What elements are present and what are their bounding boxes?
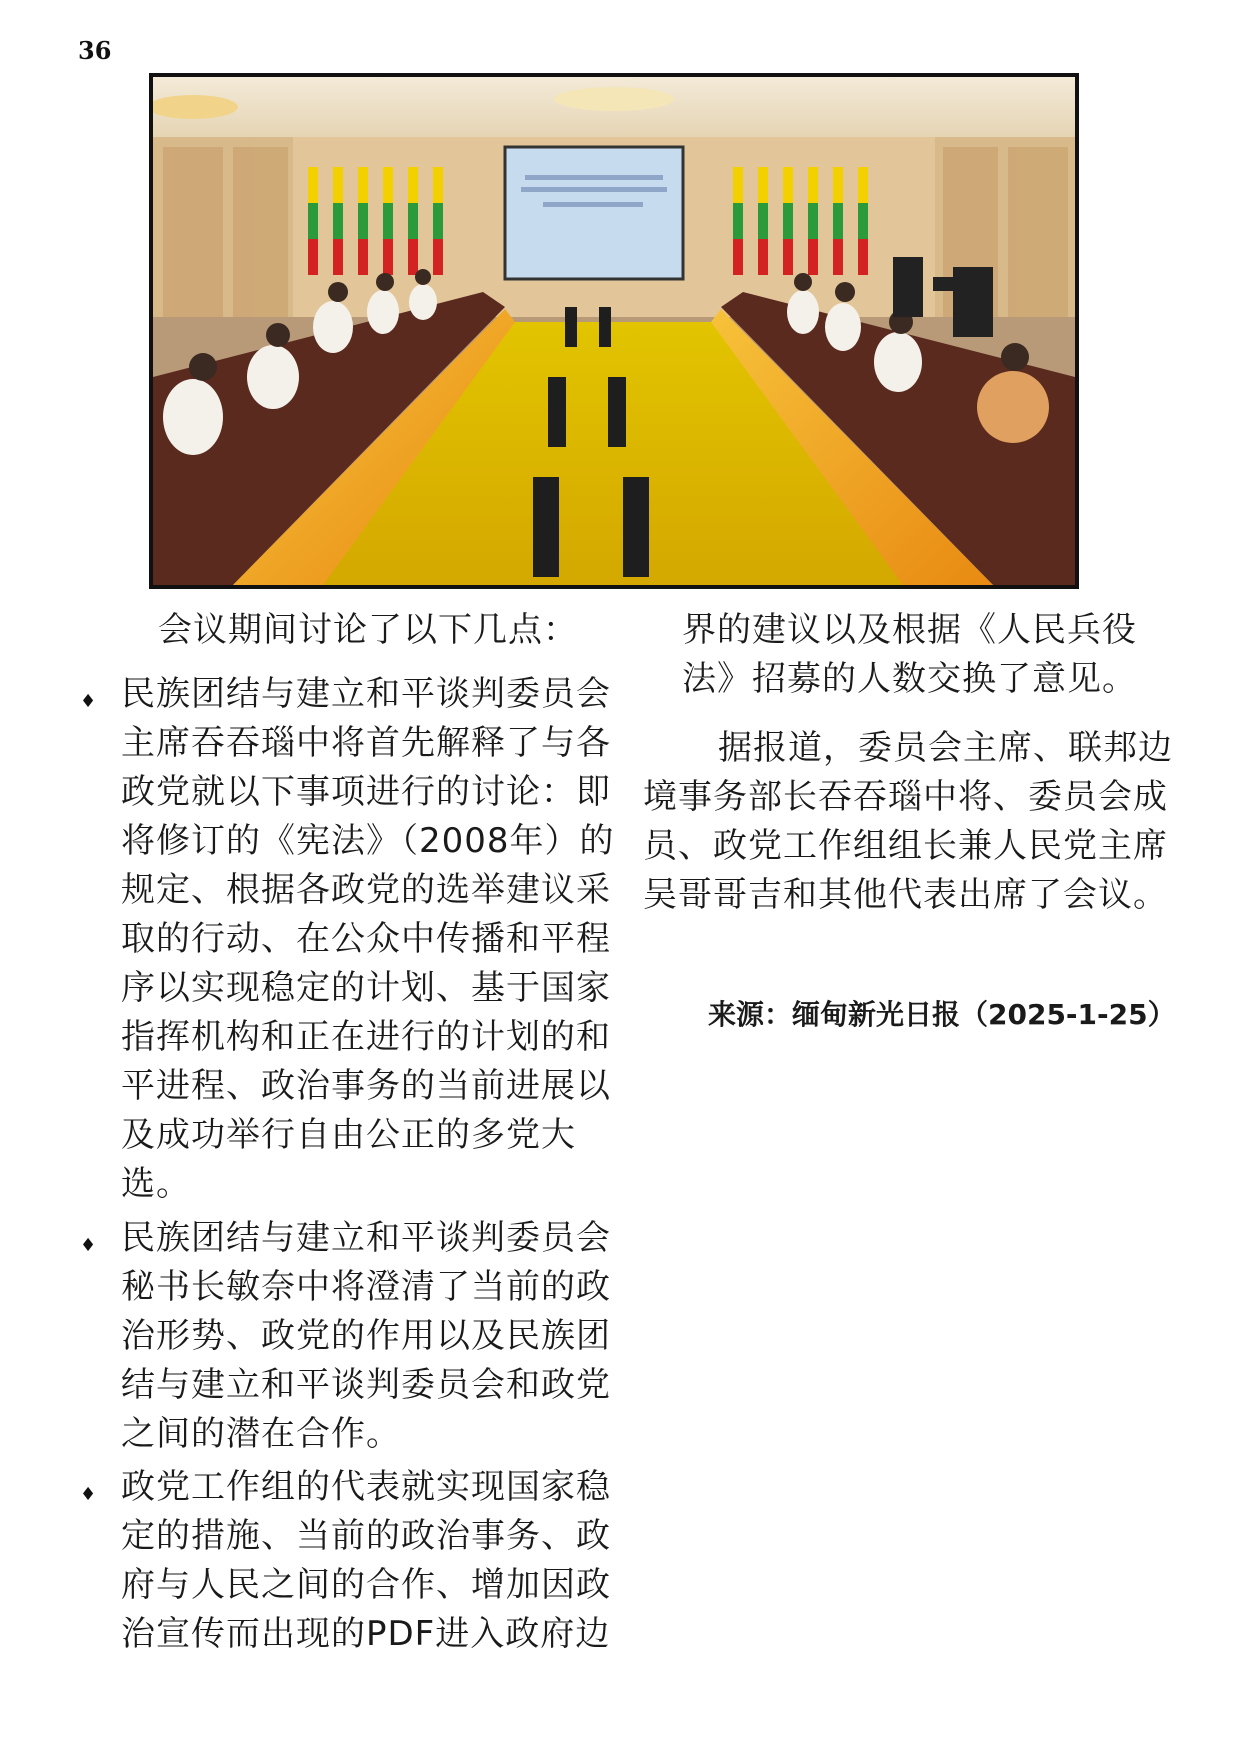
report-paragraph-line: 吴哥哥吉和其他代表出席了会议。 [643,875,1168,915]
bullet-diamond-icon: ♦ [80,1484,97,1505]
report-paragraph-line: 境事务部长吞吞瑙中将、委员会成 [643,777,1168,817]
bullet-2-line: 治形势、政党的作用以及民族团 [121,1316,611,1356]
meeting-photo [149,73,1079,589]
bullet-3-line: 治宣传而出现的PDF进入政府边 [121,1614,611,1654]
bullet-3-line: 定的措施、当前的政治事务、政 [121,1516,611,1556]
bullet-1-line: 主席吞吞瑙中将首先解释了与各 [121,723,611,763]
report-paragraph-line: 员、政党工作组组长兼人民党主席 [643,826,1168,866]
bullet-1-line: 取的行动、在公众中传播和平程 [121,919,611,959]
report-paragraph-line: 据报道，委员会主席、联邦边 [718,728,1173,768]
bullet-2-line: 民族团结与建立和平谈判委员会 [121,1218,611,1258]
bullet-1-line: 规定、根据各政党的选举建议采 [121,870,611,910]
bullet-3-line: 政党工作组的代表就实现国家稳 [121,1467,611,1507]
bullet-1-line: 将修订的《宪法》（2008年）的 [121,821,615,861]
bullet-1-line: 及成功举行自由公正的多党大 [121,1115,576,1155]
meeting-photo-illustration [153,77,1075,585]
bullet-1-line: 选。 [121,1164,191,1204]
bullet-1-line: 民族团结与建立和平谈判委员会 [121,674,611,714]
bullet-3-line: 府与人民之间的合作、增加因政 [121,1565,611,1605]
bullet-diamond-icon: ♦ [80,691,97,712]
bullet-1-line: 指挥机构和正在进行的计划的和 [121,1017,611,1057]
bullet-2-line: 秘书长敏奈中将澄清了当前的政 [121,1267,611,1307]
bullet-1-line: 政党就以下事项进行的讨论：即 [121,772,611,812]
bullet-2-line: 结与建立和平谈判委员会和政党 [121,1365,611,1405]
source-citation: 来源：缅甸新光日报（2025-1-25） [708,998,1176,1031]
continuation-line: 界的建议以及根据《人民兵役 [682,610,1137,650]
bullet-1-line: 平进程、政治事务的当前进展以 [121,1066,611,1106]
page-number: 36 [78,36,112,65]
bullet-2-line: 之间的潜在合作。 [121,1414,401,1454]
bullet-1-line: 序以实现稳定的计划、基于国家 [121,968,611,1008]
continuation-line: 法》招募的人数交换了意见。 [682,659,1137,699]
bullet-diamond-icon: ♦ [80,1235,97,1256]
intro-text: 会议期间讨论了以下几点： [158,610,578,650]
